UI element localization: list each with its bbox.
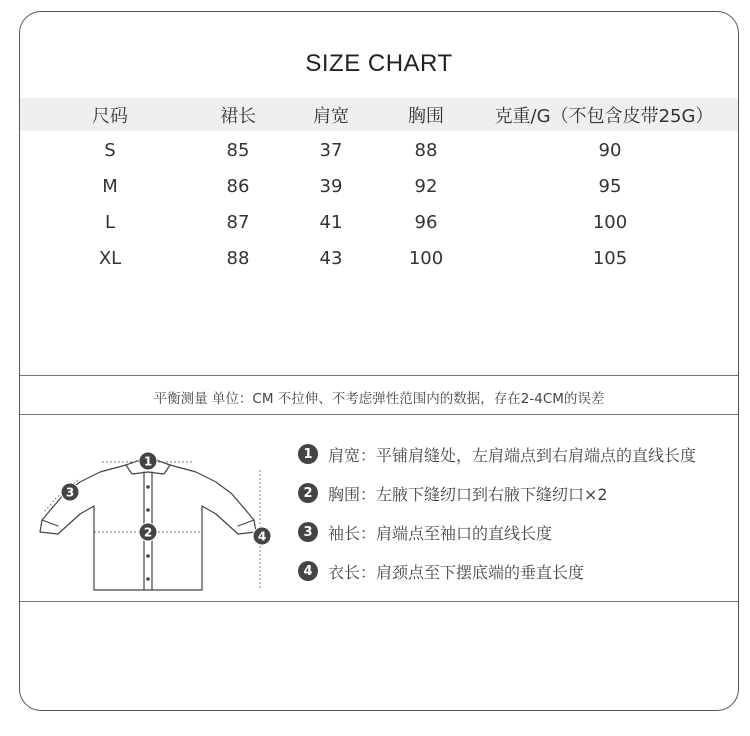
measurement-note: 平衡测量 单位：CM 不拉伸、不考虑弹性范围内的数据，存在2-4CM的误差: [153, 391, 605, 407]
table-cell: 88: [226, 248, 250, 269]
legend-number-badge: 3: [298, 522, 318, 542]
table-cell: 88: [414, 140, 438, 161]
table-cell: 43: [319, 248, 343, 269]
shirt-outline-icon: [28, 432, 278, 602]
legend-item-shoulder: [298, 442, 696, 466]
legend-text: 袖长：肩端点至袖口的直线长度: [328, 523, 553, 543]
legend-number-badge: 4: [298, 561, 318, 581]
page-title: SIZE CHART: [305, 50, 453, 77]
table-cell: 92: [414, 176, 438, 197]
legend-item-sleeve: [298, 520, 552, 544]
table-cell: 85: [226, 140, 250, 161]
table-cell: 95: [598, 176, 622, 197]
table-cell: 41: [319, 212, 343, 233]
table-cell: M: [102, 176, 118, 197]
size-chart-card: [19, 11, 739, 711]
legend-number-badge: 1: [298, 444, 318, 464]
table-header-chest: 胸围: [408, 106, 444, 127]
table-cell: 100: [592, 212, 628, 233]
table-cell: 87: [226, 212, 250, 233]
divider: [20, 601, 738, 602]
table-cell: S: [104, 140, 116, 161]
divider: [20, 375, 738, 376]
table-cell: 90: [598, 140, 622, 161]
table-cell: 105: [592, 248, 628, 269]
diagram-marker-2: 2: [143, 525, 153, 540]
table-header-shoulder: 肩宽: [313, 106, 349, 127]
table-cell: 37: [319, 140, 343, 161]
table-cell: 86: [226, 176, 250, 197]
diagram-marker-1: 1: [143, 454, 153, 469]
diagram-marker-3: 3: [65, 485, 75, 500]
table-cell: L: [104, 212, 116, 233]
legend-item-chest: [298, 481, 608, 505]
divider: [20, 414, 738, 415]
legend-number-badge: 2: [298, 483, 318, 503]
legend-item-length: [298, 559, 584, 583]
legend-text: 衣长：肩颈点至下摆底端的垂直长度: [328, 562, 585, 582]
table-cell: 39: [319, 176, 343, 197]
legend-text: 肩宽：平铺肩缝处，左肩端点到右肩端点的直线长度: [328, 445, 697, 465]
table-cell: 96: [414, 212, 438, 233]
table-header-size: 尺码: [92, 106, 128, 127]
table-cell: 100: [408, 248, 444, 269]
table-header-weight: 克重/G（不包含皮带25G）: [494, 106, 714, 127]
table-cell: XL: [98, 248, 122, 269]
diagram-marker-4: 4: [257, 529, 267, 544]
legend-text: 胸围：左腋下缝纫口到右腋下缝纫口×2: [328, 484, 608, 504]
table-header-length: 裙长: [220, 106, 256, 127]
